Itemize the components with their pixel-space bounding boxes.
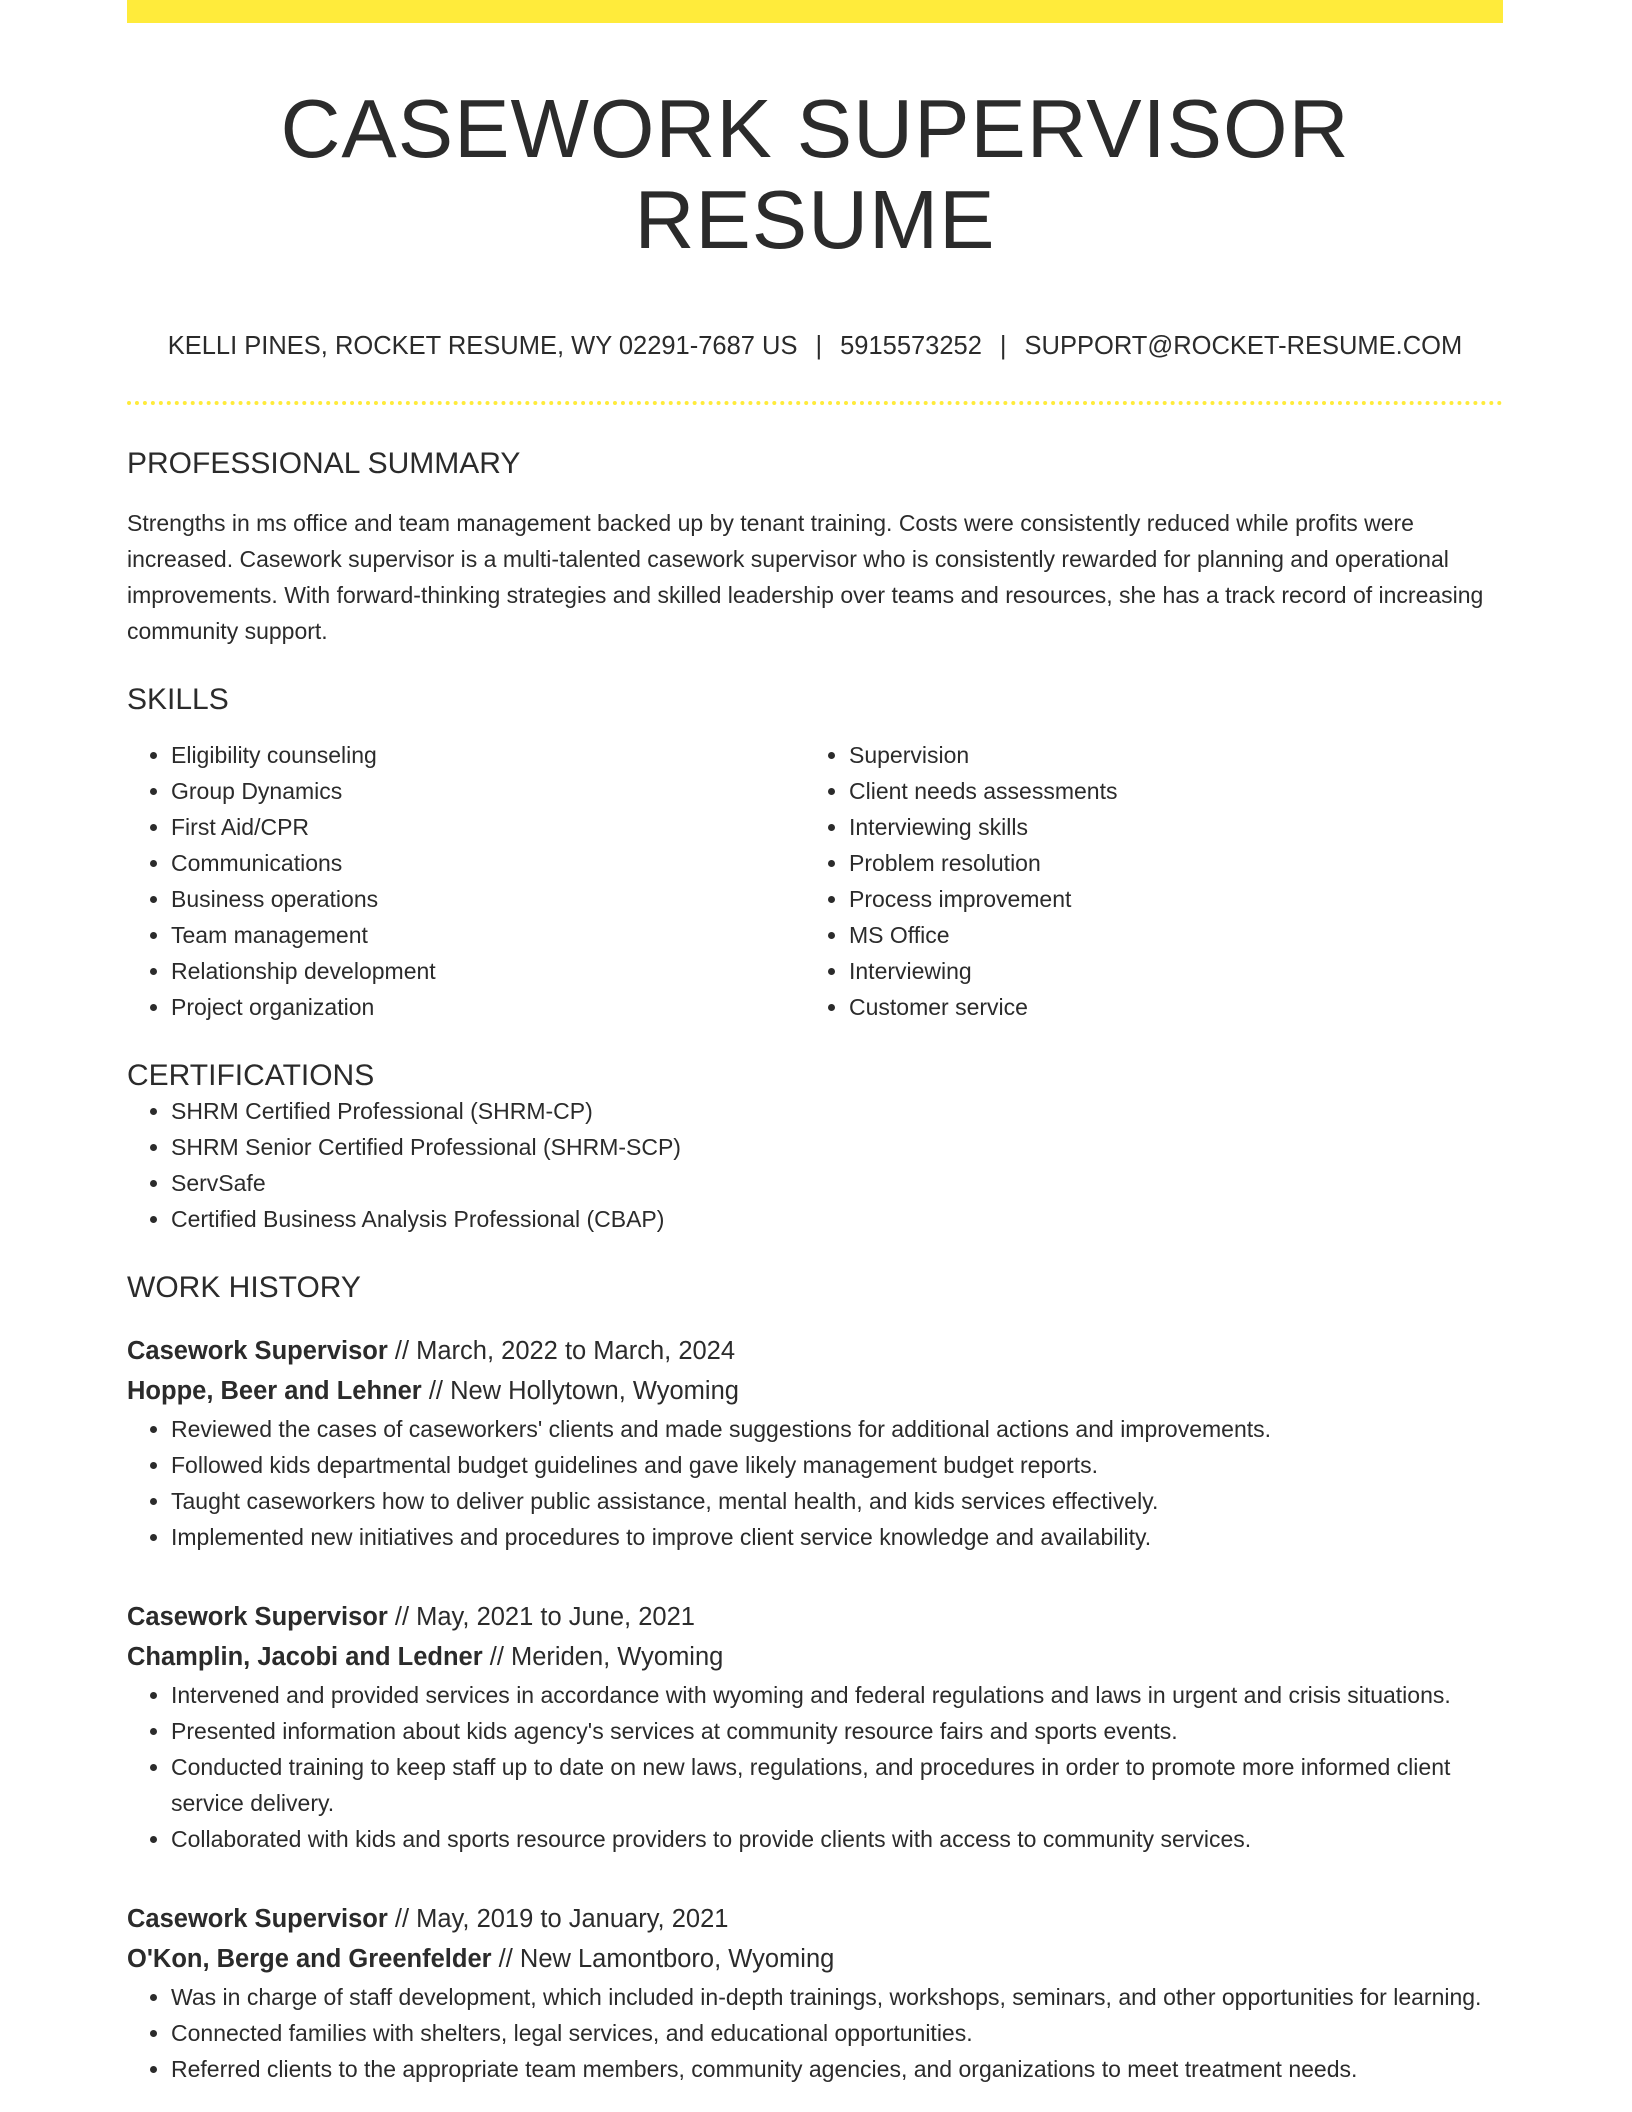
certification-item: • SHRM Senior Certified Professional (SHRM-SCP) [171, 1129, 1503, 1165]
skills-heading: SKILLS [127, 682, 229, 716]
contact-address: KELLI PINES, ROCKET RESUME, WY 02291-7687 US [167, 331, 798, 360]
job-title: Casework Supervisor [127, 1904, 388, 1933]
job-entry [127, 1597, 1503, 1857]
skill-item: • Client needs assessments [849, 773, 1483, 809]
job-dates: // May, 2021 to June, 2021 [387, 1602, 695, 1631]
skill-item: • Customer service [849, 989, 1483, 1025]
skill-item: • Interviewing [849, 953, 1483, 989]
job-duty-item: • Reviewed the cases of caseworkers' clients and made suggestions for additional actions and improvements. [171, 1411, 1503, 1447]
job-company: Hoppe, Beer and Lehner [127, 1376, 422, 1405]
job-location: // New Hollytown, Wyoming [421, 1376, 739, 1405]
summary-heading: PROFESSIONAL SUMMARY [127, 446, 521, 480]
certification-item: • ServSafe [171, 1165, 1503, 1201]
skills-section [127, 683, 1503, 1025]
skill-item: • Communications [171, 845, 805, 881]
job-entry [127, 1331, 1503, 1555]
contact-separator: | [999, 331, 1007, 360]
job-title: Casework Supervisor [127, 1336, 388, 1365]
job-duty-item: • Conducted training to keep staff up to date on new laws, regulations, and procedures in order to promote more informed client service delivery. [171, 1749, 1503, 1821]
job-duty-item: • Connected families with shelters, legal services, and educational opportunities. [171, 2015, 1503, 2051]
job-title-line [127, 1597, 1503, 1637]
skill-item: • Problem resolution [849, 845, 1483, 881]
summary-text: Strengths in ms office and team management backed up by tenant training. Costs were consistently reduced while profits were increased. Casework supervisor is a multi-talented casework supervisor who is consistently rewarded for planning and operational improvements. With forward-thinking strategies and skilled leadership over teams and resources, she has a track record of increasing community support. [127, 509, 1484, 644]
skill-item: • Team management [171, 917, 805, 953]
job-title-line [127, 1331, 1503, 1371]
skills-column-left [127, 737, 805, 1025]
certification-item: • Certified Business Analysis Professional (CBAP) [171, 1201, 1503, 1237]
job-location: // New Lamontboro, Wyoming [491, 1944, 835, 1973]
skills-column-right [805, 737, 1483, 1025]
header-divider [127, 401, 1503, 405]
skill-item: • Eligibility counseling [171, 737, 805, 773]
certification-item: • SHRM Certified Professional (SHRM-CP) [171, 1093, 1503, 1129]
job-entry [127, 1899, 1503, 2087]
job-duty-item: • Collaborated with kids and sports resource providers to provide clients with access to community services. [171, 1821, 1503, 1857]
skill-item: • Interviewing skills [849, 809, 1483, 845]
contact-phone: 5915573252 [840, 331, 982, 360]
job-duty-item: • Referred clients to the appropriate team members, community agencies, and organizations to meet treatment needs. [171, 2051, 1503, 2087]
job-duty-item: • Was in charge of staff development, which included in-depth trainings, workshops, seminars, and other opportunities for learning. [171, 1979, 1503, 2015]
page-title: CASEWORK SUPERVISOR RESUME [280, 82, 1350, 267]
job-location: // Meriden, Wyoming [482, 1642, 724, 1671]
skill-item: • Supervision [849, 737, 1483, 773]
certifications-section [127, 1059, 1503, 1237]
resume-page [127, 0, 1503, 2087]
contact-email: SUPPORT@ROCKET-RESUME.COM [1024, 331, 1463, 360]
skill-item: • Relationship development [171, 953, 805, 989]
job-title-line [127, 1899, 1503, 1939]
job-title: Casework Supervisor [127, 1602, 388, 1631]
job-duties-list [127, 1677, 1503, 1857]
contact-line [127, 332, 1503, 361]
job-company-line [127, 1637, 1503, 1677]
job-duty-item: • Followed kids departmental budget guidelines and gave likely management budget reports. [171, 1447, 1503, 1483]
job-duty-item: • Presented information about kids agency's services at community resource fairs and sports events. [171, 1713, 1503, 1749]
skills-list-right [805, 737, 1483, 1025]
job-duty-item: • Taught caseworkers how to deliver public assistance, mental health, and kids services effectively. [171, 1483, 1503, 1519]
skill-item: • Group Dynamics [171, 773, 805, 809]
job-company-line [127, 1939, 1503, 1979]
skill-item: • Project organization [171, 989, 805, 1025]
job-duties-list [127, 1979, 1503, 2087]
job-company: O'Kon, Berge and Greenfelder [127, 1944, 492, 1973]
work-history-section [127, 1271, 1503, 2087]
job-dates: // March, 2022 to March, 2024 [387, 1336, 736, 1365]
contact-separator: | [815, 331, 823, 360]
job-duty-item: • Implemented new initiatives and procedures to improve client service knowledge and availability. [171, 1519, 1503, 1555]
certifications-heading: CERTIFICATIONS [127, 1058, 375, 1092]
skill-item: • Process improvement [849, 881, 1483, 917]
job-duties-list [127, 1411, 1503, 1555]
skills-grid [127, 737, 1503, 1025]
job-company: Champlin, Jacobi and Ledner [127, 1642, 483, 1671]
skills-list-left [127, 737, 805, 1025]
job-duty-item: • Intervened and provided services in accordance with wyoming and federal regulations and laws in urgent and crisis situations. [171, 1677, 1503, 1713]
skill-item: • MS Office [849, 917, 1483, 953]
job-dates: // May, 2019 to January, 2021 [387, 1904, 729, 1933]
job-company-line [127, 1371, 1503, 1411]
work-history-heading: WORK HISTORY [127, 1270, 361, 1304]
skill-item: • Business operations [171, 881, 805, 917]
skill-item: • First Aid/CPR [171, 809, 805, 845]
summary-section [127, 447, 1503, 649]
accent-top-bar [127, 0, 1503, 23]
certifications-list [127, 1093, 1503, 1237]
